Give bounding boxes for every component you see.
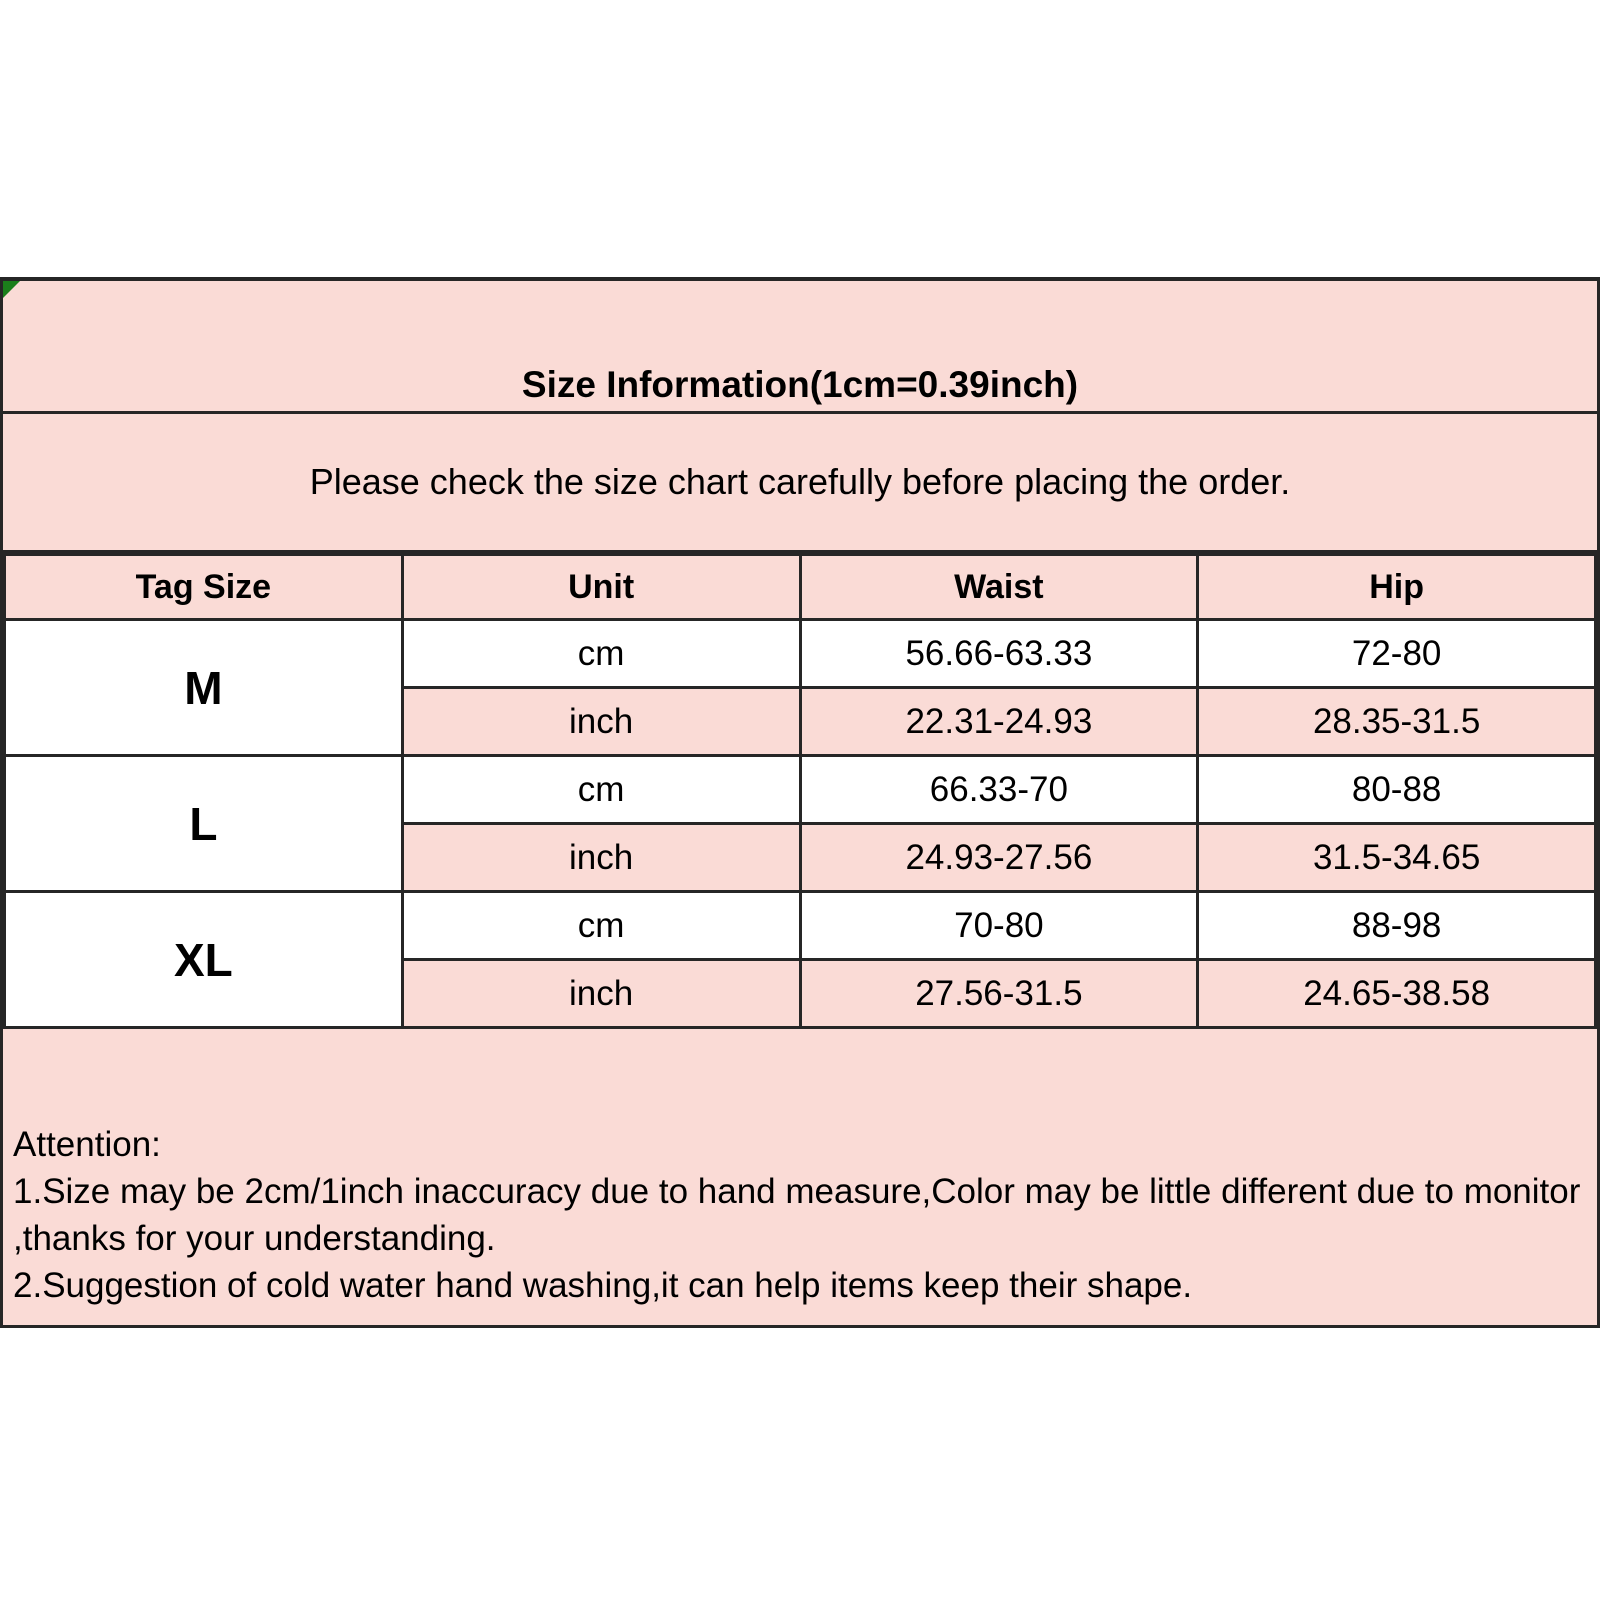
attention-section — [3, 1029, 1597, 1325]
unit-cell: inch — [402, 824, 800, 892]
hip-cell: 80-88 — [1198, 756, 1596, 824]
attention-notes — [13, 1168, 1585, 1309]
size-row-m-cm — [5, 620, 1596, 688]
attention-heading: Attention: — [13, 1125, 161, 1164]
unit-cell: inch — [402, 688, 800, 756]
unit-cell: cm — [402, 756, 800, 824]
size-chart-sheet — [0, 277, 1600, 1328]
waist-cell: 24.93-27.56 — [800, 824, 1198, 892]
unit-cell: inch — [402, 960, 800, 1028]
waist-cell: 70-80 — [800, 892, 1198, 960]
size-chart-notice: Please check the size chart carefully before placing the order. — [3, 414, 1597, 553]
hip-cell: 88-98 — [1198, 892, 1596, 960]
unit-cell: cm — [402, 892, 800, 960]
waist-cell: 27.56-31.5 — [800, 960, 1198, 1028]
column-header-tag-size: Tag Size — [5, 555, 403, 620]
size-row-xl-cm — [5, 892, 1596, 960]
size-table-header-row — [5, 555, 1596, 620]
tag-size-cell-m: M — [5, 620, 403, 756]
hip-cell: 28.35-31.5 — [1198, 688, 1596, 756]
column-header-unit: Unit — [402, 555, 800, 620]
size-row-l-cm — [5, 756, 1596, 824]
waist-cell: 22.31-24.93 — [800, 688, 1198, 756]
hip-cell: 72-80 — [1198, 620, 1596, 688]
green-corner-marker-icon — [3, 281, 20, 298]
column-header-waist: Waist — [800, 555, 1198, 620]
unit-cell: cm — [402, 620, 800, 688]
waist-cell: 66.33-70 — [800, 756, 1198, 824]
attention-note: 1.Size may be 2cm/1inch inaccuracy due to hand measure,Color may be little different due to monitor ,thanks for your understanding. — [13, 1172, 1581, 1258]
tag-size-cell-l: L — [5, 756, 403, 892]
column-header-hip: Hip — [1198, 555, 1596, 620]
waist-cell: 56.66-63.33 — [800, 620, 1198, 688]
hip-cell: 31.5-34.65 — [1198, 824, 1596, 892]
hip-cell: 24.65-38.58 — [1198, 960, 1596, 1028]
tag-size-cell-xl: XL — [5, 892, 403, 1028]
size-table — [3, 553, 1597, 1029]
attention-note: 2.Suggestion of cold water hand washing,it can help items keep their shape. — [13, 1266, 1193, 1305]
size-info-title: Size Information(1cm=0.39inch) — [3, 281, 1597, 414]
